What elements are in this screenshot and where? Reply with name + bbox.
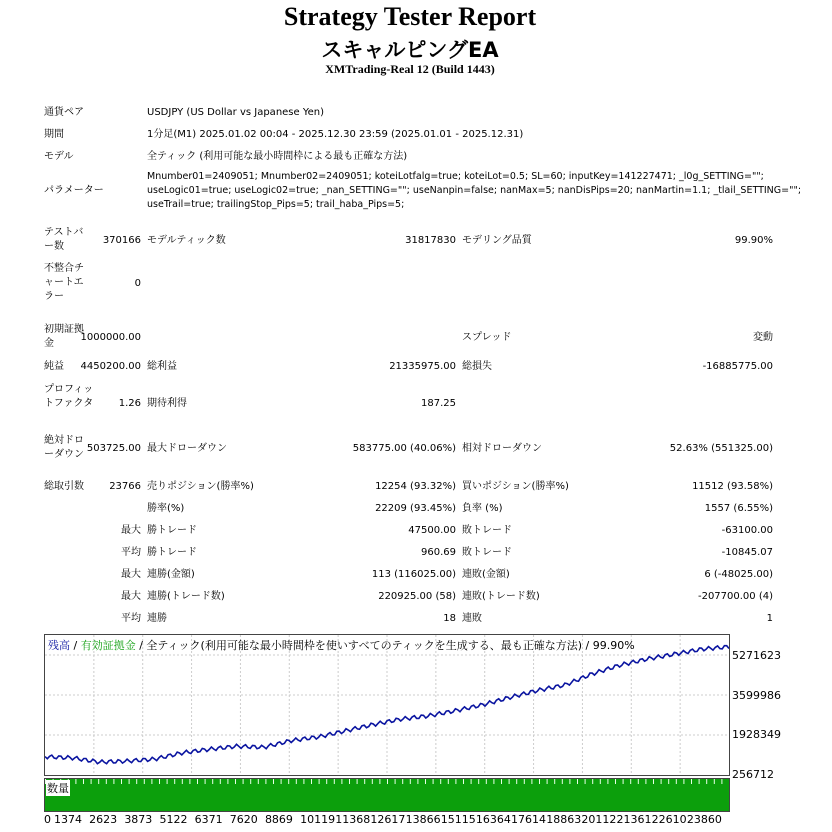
cons-loss-cnt-label: 連敗(トレード数) (462, 591, 540, 602)
net-label: 純益 (44, 361, 64, 372)
volume-bar (592, 779, 593, 784)
volume-bar (265, 779, 266, 784)
volume-bar (281, 779, 282, 784)
volume-bar (463, 779, 464, 784)
volume-bar (144, 779, 145, 784)
volume-bar (334, 779, 335, 784)
x-tick-label: 5122 (159, 813, 188, 826)
volume-bar (113, 779, 114, 784)
max-loss-label: 敗トレード (462, 525, 512, 536)
max-win-value: 47500.00 (408, 525, 456, 536)
win-pct-value: 22209 (93.45%) (375, 503, 456, 514)
x-tick-label: 2623 (89, 813, 118, 826)
volume-bar (136, 779, 137, 784)
pf-label: プロフィットファクタ (44, 384, 94, 409)
volume-bar (402, 779, 403, 784)
volume-bar (106, 779, 107, 784)
win-pct-label: 勝率(%) (147, 503, 185, 514)
volume-bar (372, 779, 373, 784)
volume-bar (212, 779, 213, 784)
rel-dd-label: 相対ドローダウン (462, 443, 542, 454)
volume-bar (364, 779, 365, 784)
legend-model: / 全ティック(利用可能な最小時間枠を使いすべてのティックを生成する、最も正確な方法) / 99.90% (135, 639, 635, 652)
volume-bar (91, 779, 92, 784)
volume-bar (600, 779, 601, 784)
volume-bar (668, 779, 669, 784)
volume-bar (676, 779, 677, 784)
avg-cons-loss-label: 連敗 (462, 613, 482, 624)
volume-bar (501, 779, 502, 784)
spread-label: スプレッド (462, 332, 512, 343)
cons-loss-cnt-value: -207700.00 (4) (697, 591, 773, 602)
cons-win-cnt-label: 連勝(トレード数) (147, 591, 225, 602)
volume-bar (250, 779, 251, 784)
cons-loss-amt-value: 6 (-48025.00) (704, 569, 773, 580)
cons-loss-amt-label: 連敗(金額) (462, 569, 510, 580)
chart-legend (48, 637, 635, 653)
short-label: 売りポジション(勝率%) (147, 481, 254, 492)
cons-win-amt-value: 113 (116025.00) (371, 569, 456, 580)
x-tick-label: 15115 (440, 813, 476, 826)
volume-bar (379, 779, 380, 784)
volume-bar (167, 779, 168, 784)
volume-bar (220, 779, 221, 784)
spread-value: 変動 (753, 332, 773, 343)
quality-value: 99.90% (734, 235, 773, 246)
x-tick-label: 12617 (370, 813, 406, 826)
max-dd-label: 最大ドローダウン (147, 443, 227, 454)
x-tick-label: 17614 (511, 813, 547, 826)
abs-dd-label: 絶対ドローダウン (44, 435, 84, 460)
volume-bar (410, 779, 411, 784)
volume-bar (303, 779, 304, 784)
max-label-2: 最大 (121, 569, 141, 580)
volume-bar (227, 779, 228, 784)
volume-bar (493, 779, 494, 784)
volume-bar (516, 779, 517, 784)
server-build: XMTrading-Real 12 (Build 1443) (325, 62, 495, 76)
volume-bar (509, 779, 510, 784)
x-tick-label: 6371 (194, 813, 223, 826)
x-tick-label: 8869 (264, 813, 293, 826)
model-label: モデル (44, 151, 74, 162)
volume-bar (607, 779, 608, 784)
volume-bar (645, 779, 646, 784)
loss-pct-label: 負率 (%) (462, 503, 503, 514)
params-line2: useLogic01=true; useLogic02=true; _nan_SETTING=""; useNanpin=false; nanMax=5; nanDisPips=20; nanMartin=1.1; _tlail_SETTING=""; (147, 185, 802, 196)
volume-bar (714, 779, 715, 784)
max-label: 最大 (121, 525, 141, 536)
x-tick-label: 16364 (475, 813, 511, 826)
gross-loss-value: -16885775.00 (702, 361, 773, 372)
volume-bar (699, 779, 700, 784)
ea-name: スキャルピングEA (321, 38, 499, 62)
x-tick-label: 7620 (229, 813, 258, 826)
x-tick-label: 1374 (54, 813, 82, 826)
period-value: 1分足(M1) 2025.01.02 00:04 - 2025.12.30 23:59 (2025.01.01 - 2025.12.31) (147, 129, 524, 140)
params-line1: Mnumber01=2409051; Mnumber02=2409051; koteiLotfalg=true; koteiLot=0.5; SL=60; inputKey=141227471; _l0g_SETTING=""; (147, 171, 764, 182)
volume-bar (357, 779, 358, 784)
quality-label: モデリング品質 (462, 235, 532, 246)
volume-bar (182, 779, 183, 784)
params-label: パラメーター (44, 185, 104, 196)
params-line3: useTrail=true; trailingStop_Pips=5; trail_haba_Pips=5; (147, 199, 405, 210)
volume-bar (288, 779, 289, 784)
mismatch-value: 0 (134, 278, 141, 289)
period-label: 期間 (44, 129, 64, 140)
legend-balance: 残高 (48, 639, 70, 652)
loss-pct-value: 1557 (6.55%) (704, 503, 773, 514)
rel-dd-value: 52.63% (551325.00) (669, 443, 773, 454)
volume-bar (387, 779, 388, 784)
deposit-value: 1000000.00 (80, 332, 141, 343)
volume-bar (691, 779, 692, 784)
long-value: 11512 (93.58%) (692, 481, 773, 492)
gross-profit-label: 総利益 (147, 361, 177, 372)
trades-label: 総取引数 (44, 481, 84, 492)
mismatch-label: 不整合チャートエラー (44, 263, 84, 302)
volume-bar (349, 779, 350, 784)
volume-bar (524, 779, 525, 784)
pf-value: 1.26 (118, 398, 141, 409)
volume-bar (630, 779, 631, 784)
volume-bar (189, 779, 190, 784)
trades-value: 23766 (109, 481, 141, 492)
x-tick-label: 3873 (124, 813, 153, 826)
volume-bar (326, 779, 327, 784)
x-tick-label: 22610 (651, 813, 687, 826)
long-label: 買いポジション(勝率%) (462, 481, 569, 492)
avg-cons-win-value: 18 (443, 613, 456, 624)
volume-bar (721, 779, 722, 784)
legend-sep: / (70, 639, 81, 652)
volume-bar (98, 779, 99, 784)
x-tick-label: 18863 (546, 813, 582, 826)
max-dd-value: 583775.00 (40.06%) (352, 443, 456, 454)
x-tick-label: 0 (44, 813, 51, 826)
volume-bar (121, 779, 122, 784)
volume-bar (478, 779, 479, 784)
volume-bar (151, 779, 152, 784)
volume-bar (615, 779, 616, 784)
x-tick-label: 20112 (581, 813, 617, 826)
volume-bar (433, 779, 434, 784)
x-tick-label: 13866 (405, 813, 441, 826)
balance-chart (44, 634, 730, 776)
bars-value: 370166 (102, 235, 141, 246)
avg-cons-loss-value: 1 (766, 613, 773, 624)
volume-bar (440, 779, 441, 784)
avg-label: 平均 (121, 547, 141, 558)
volume-bar (311, 779, 312, 784)
volume-bar (83, 779, 84, 784)
ticks-value: 31817830 (405, 235, 456, 246)
volume-bar (197, 779, 198, 784)
volume-bar (486, 779, 487, 784)
volume-bar (554, 779, 555, 784)
volume-bar (683, 779, 684, 784)
y-tick-label: 5271623 (732, 649, 781, 662)
expected-label: 期待利得 (147, 398, 187, 409)
volume-bar (531, 779, 532, 784)
volume-bar (205, 779, 206, 784)
volume-bar (341, 779, 342, 784)
pair-value: USDJPY (US Dollar vs Japanese Yen) (147, 107, 325, 118)
balance-chart-svg (45, 635, 729, 775)
volume-bar (395, 779, 396, 784)
volume-bar (273, 779, 274, 784)
volume-bar (653, 779, 654, 784)
x-tick-label: 11368 (335, 813, 371, 826)
volume-bar (547, 779, 548, 784)
volume-bar (235, 779, 236, 784)
max-label-3: 最大 (121, 591, 141, 602)
avg-loss-value: -10845.07 (721, 547, 773, 558)
volume-bar (448, 779, 449, 784)
gross-loss-label: 総損失 (462, 361, 492, 372)
volume-bar (706, 779, 707, 784)
legend-equity: 有効証拠金 (80, 639, 136, 652)
cons-win-cnt-value: 220925.00 (58) (378, 591, 456, 602)
bars-label: テストバー数 (44, 227, 84, 252)
short-value: 12254 (93.32%) (375, 481, 456, 492)
volume-bar (562, 779, 563, 784)
volume-bar (75, 779, 76, 784)
expected-value: 187.25 (421, 398, 456, 409)
volume-bar (455, 779, 456, 784)
max-win-label: 勝トレード (147, 525, 197, 536)
volume-bar (296, 779, 297, 784)
volume-bar (539, 779, 540, 784)
gross-profit-value: 21335975.00 (389, 361, 456, 372)
avg-loss-label: 敗トレード (462, 547, 512, 558)
abs-dd-value: 503725.00 (86, 443, 141, 454)
x-tick-label: 10119 (300, 813, 336, 826)
volume-bar (577, 779, 578, 784)
avg-win-value: 960.69 (421, 547, 456, 558)
x-tick-label: 21361 (616, 813, 652, 826)
net-value: 4450200.00 (80, 361, 141, 372)
volume-bar (623, 779, 624, 784)
volume-bar (159, 779, 160, 784)
report-title: Strategy Tester Report (283, 2, 537, 31)
volume-bar (129, 779, 130, 784)
volume-chart (44, 778, 730, 812)
volume-bar (638, 779, 639, 784)
max-loss-value: -63100.00 (721, 525, 773, 536)
volume-bar (661, 779, 662, 784)
avg-win-label: 勝トレード (147, 547, 197, 558)
avg-label-2: 平均 (121, 613, 141, 624)
volume-bar (258, 779, 259, 784)
volume-bar (425, 779, 426, 784)
volume-chart-svg (45, 779, 729, 811)
x-tick-label: 23860 (686, 813, 722, 826)
y-tick-label: 3599986 (732, 689, 781, 702)
volume-bar (243, 779, 244, 784)
y-tick-label: 1928349 (732, 728, 781, 741)
model-value: 全ティック (利用可能な最小時間枠による最も正確な方法) (147, 151, 408, 162)
volume-label: 数量 (47, 782, 69, 795)
deposit-label: 初期証拠金 (44, 324, 84, 349)
volume-bar (319, 779, 320, 784)
y-tick-label: 256712 (732, 768, 774, 781)
volume-bar (585, 779, 586, 784)
ticks-label: モデルティック数 (147, 235, 226, 246)
volume-bar (471, 779, 472, 784)
volume-bar (417, 779, 418, 784)
volume-bar (569, 779, 570, 784)
cons-win-amt-label: 連勝(金額) (147, 569, 195, 580)
avg-cons-win-label: 連勝 (147, 613, 167, 624)
pair-label: 通貨ペア (44, 107, 84, 118)
volume-bar (174, 779, 175, 784)
